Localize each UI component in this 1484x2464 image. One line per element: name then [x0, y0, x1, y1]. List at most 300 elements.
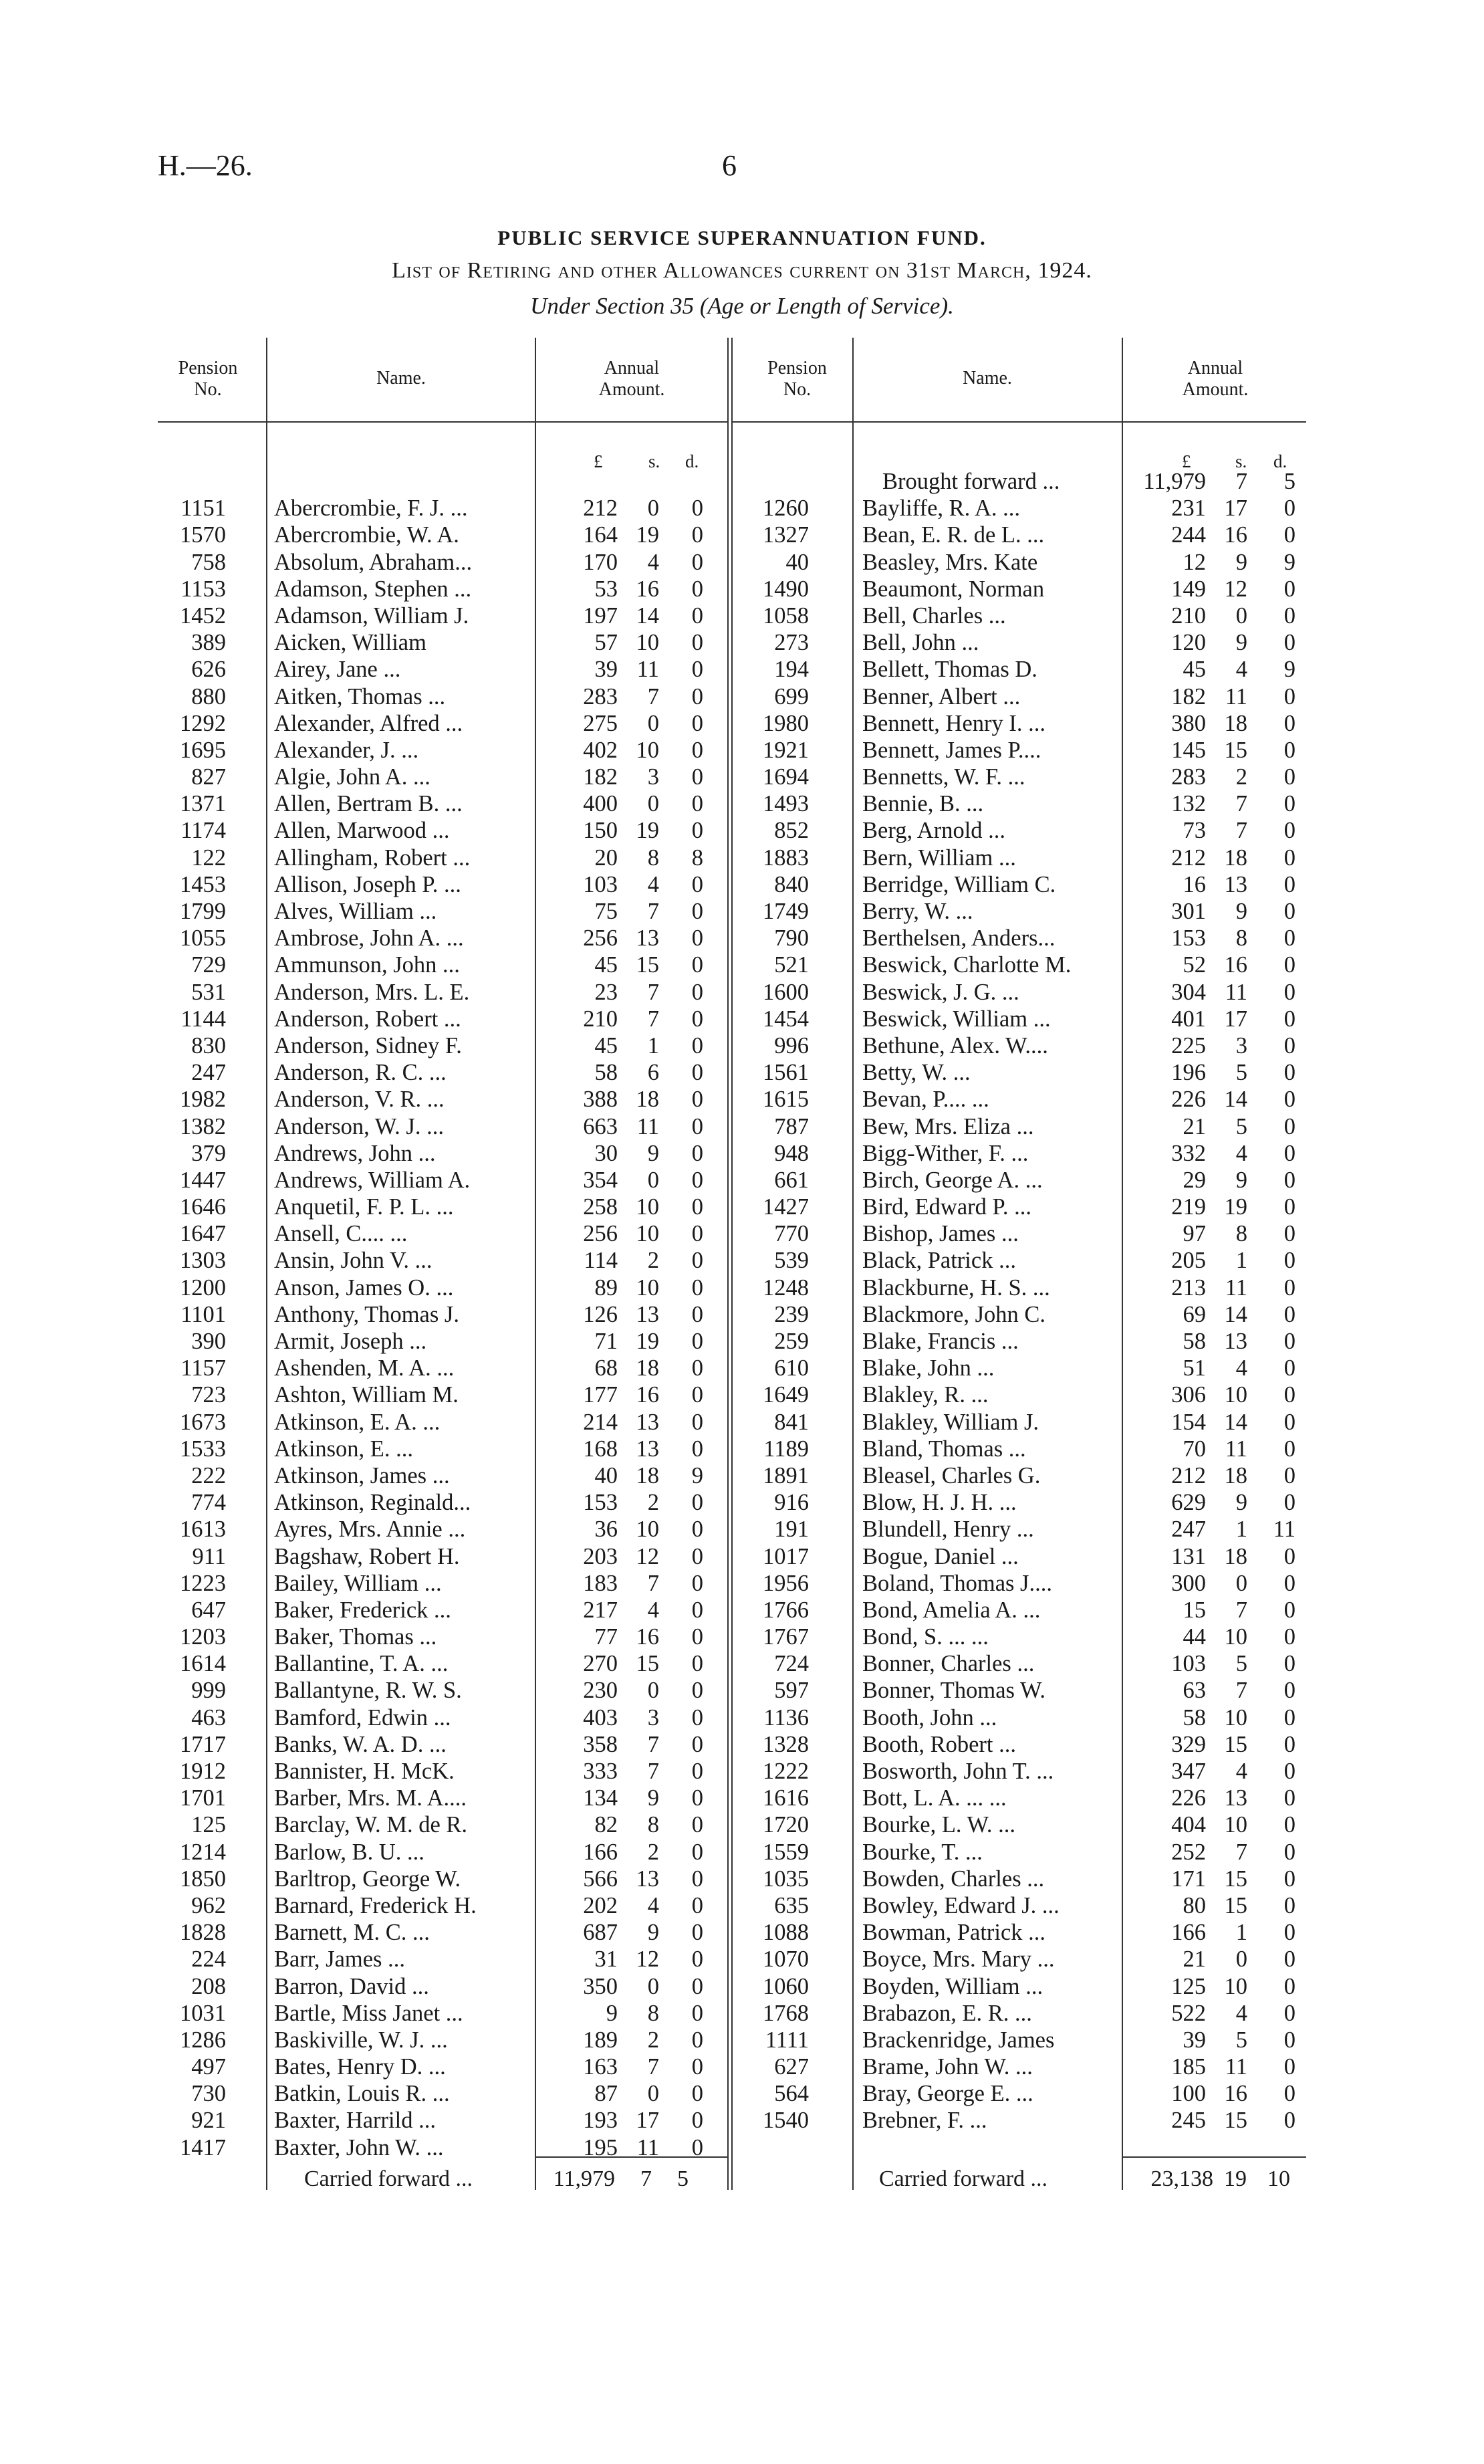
amount-pounds: 58	[594, 1060, 618, 1086]
amount-pounds: 301	[1171, 899, 1206, 924]
pensioner-name: Blakley, R. ...	[862, 1382, 989, 1408]
rule-total-right	[1122, 2156, 1306, 2158]
pension-number: 610	[774, 1355, 809, 1381]
pensioner-name: Bonner, Charles ...	[862, 1651, 1035, 1677]
pension-number: 564	[774, 2081, 809, 2107]
pensioner-name: Baxter, John W. ...	[274, 2134, 444, 2160]
amount-pence: 0	[1283, 1704, 1295, 1730]
amount-pounds: 75	[594, 899, 618, 924]
pension-number: 1292	[180, 710, 226, 736]
amount-shillings: 7	[1235, 1597, 1247, 1623]
amount-shillings: 10	[1224, 1812, 1247, 1838]
table-row	[0, 871, 1484, 898]
amount-pence: 0	[1283, 2054, 1295, 2080]
amount-pounds: 39	[1183, 2027, 1206, 2053]
amount-pounds: 333	[583, 1759, 618, 1784]
amount-pence: 0	[691, 1570, 703, 1596]
amount-pounds: 71	[594, 1329, 618, 1354]
header-pension-label: Pension	[178, 358, 238, 378]
pension-number: 239	[774, 1301, 809, 1327]
amount-shillings: 13	[1224, 871, 1247, 897]
amount-shillings: 3	[647, 764, 659, 790]
pensioner-name: Berthelsen, Anders...	[862, 925, 1056, 951]
pensioner-name: Betty, W. ...	[862, 1060, 971, 1086]
table-row	[0, 790, 1484, 817]
amount-shillings: 7	[1235, 791, 1247, 817]
amount-shillings: 6	[647, 1060, 659, 1086]
amount-pounds: 566	[583, 1866, 618, 1892]
amount-shillings: 0	[647, 495, 659, 522]
amount-shillings: 3	[647, 1704, 659, 1730]
pension-number: 1701	[180, 1785, 226, 1811]
amount-pounds: 306	[1171, 1382, 1206, 1408]
amount-pounds: 210	[1171, 602, 1206, 629]
amount-pounds: 629	[1171, 1490, 1206, 1516]
pension-number: 379	[191, 1140, 226, 1166]
amount-pence: 0	[691, 952, 703, 978]
amount-pence: 0	[691, 1839, 703, 1865]
pension-number: 996	[774, 1032, 809, 1058]
pensioner-name: Bird, Edward P. ...	[862, 1194, 1031, 1220]
amount-shillings: 11	[1225, 1436, 1247, 1462]
pensioner-name: Brame, John W. ...	[862, 2054, 1033, 2080]
pensioner-name: Anthony, Thomas J.	[274, 1301, 459, 1327]
pension-number: 880	[191, 683, 226, 709]
amount-shillings: 17	[1224, 1006, 1247, 1032]
pensioner-name: Ballantine, T. A. ...	[274, 1651, 449, 1677]
amount-shillings: 13	[636, 1866, 659, 1892]
amount-pence: 0	[691, 791, 703, 817]
amount-pence: 0	[1283, 737, 1295, 763]
amount-pounds: 44	[1183, 1624, 1206, 1650]
pension-number: 948	[774, 1140, 809, 1166]
amount-pence: 0	[1283, 1946, 1295, 1973]
table-row	[0, 1785, 1484, 1811]
amount-pounds: 132	[1171, 791, 1206, 817]
pensioner-name: Baker, Thomas ...	[274, 1624, 437, 1650]
amount-shillings: 12	[1224, 576, 1247, 602]
amount-pence: 0	[1283, 1436, 1295, 1462]
pensioner-name: Barlow, B. U. ...	[274, 1839, 424, 1865]
amount-pounds: 29	[1183, 1167, 1206, 1193]
amount-shillings: 2	[647, 1248, 659, 1274]
amount-pounds: 400	[583, 791, 618, 817]
pensioner-name: Airey, Jane ...	[274, 657, 401, 683]
pensioner-name: Atkinson, Reginald...	[274, 1490, 471, 1516]
pensioner-name: Ayres, Mrs. Annie ...	[274, 1517, 466, 1543]
amount-shillings: 13	[636, 925, 659, 951]
amount-pounds: 58	[1183, 1329, 1206, 1354]
pension-number: 1767	[763, 1624, 809, 1650]
pensioner-name: Anson, James O. ...	[274, 1274, 454, 1301]
amount-pounds: 283	[583, 683, 618, 709]
pension-number: 1673	[180, 1409, 226, 1435]
amount-pence: 0	[691, 1759, 703, 1784]
amount-pounds: 70	[1183, 1436, 1206, 1462]
pension-number: 1055	[180, 925, 226, 951]
amount-pounds: 145	[1171, 737, 1206, 763]
pension-number: 1850	[180, 1866, 226, 1892]
amount-shillings: 15	[636, 1651, 659, 1677]
amount-shillings: 10	[1224, 1973, 1247, 1999]
pensioner-name: Bevan, P.... ...	[862, 1087, 989, 1113]
amount-shillings: 18	[1224, 710, 1247, 736]
pensioner-name: Blackburne, H. S. ...	[862, 1274, 1050, 1301]
table-row	[0, 629, 1484, 656]
amount-pence: 0	[1283, 1382, 1295, 1408]
pensioner-name: Blackmore, John C.	[862, 1301, 1046, 1327]
amount-pence: 0	[691, 1382, 703, 1408]
document-subtitle: List of Retiring and other Allowances current on 31st March, 1924.	[392, 258, 1092, 283]
pensioner-name: Blake, John ...	[862, 1355, 995, 1381]
amount-pence: 0	[691, 495, 703, 522]
header-no-label: No.	[194, 379, 222, 400]
pension-number: 463	[191, 1704, 226, 1730]
amount-pounds: 358	[583, 1731, 618, 1757]
amount-pounds: 40	[594, 1462, 618, 1488]
amount-pounds: 57	[594, 630, 618, 656]
amount-pence: 0	[1283, 1920, 1295, 1946]
brought-forward-pence: 5	[1283, 469, 1295, 494]
table-row	[0, 1462, 1484, 1489]
amount-shillings: 15	[636, 952, 659, 978]
pensioner-name: Ansell, C.... ...	[274, 1221, 408, 1247]
amount-pence: 0	[1283, 952, 1295, 978]
amount-pence: 0	[1283, 1167, 1295, 1193]
pensioner-name: Abercrombie, F. J. ...	[274, 495, 468, 522]
amount-pence: 0	[1283, 1543, 1295, 1569]
pension-number: 1203	[180, 1624, 226, 1650]
pensioner-name: Ammunson, John ...	[274, 952, 460, 978]
amount-shillings: 1	[1235, 1517, 1247, 1543]
amount-shillings: 15	[1224, 1866, 1247, 1892]
amount-shillings: 2	[647, 1839, 659, 1865]
amount-pounds: 202	[583, 1892, 618, 1918]
amount-pence: 0	[1283, 1892, 1295, 1918]
table-row	[0, 1381, 1484, 1408]
pensioner-name: Blow, H. J. H. ...	[862, 1490, 1017, 1516]
pensioner-name: Blake, Francis ...	[862, 1329, 1019, 1354]
amount-pence: 0	[1283, 495, 1295, 522]
pensioner-name: Ashton, William M.	[274, 1382, 459, 1408]
pension-number: 852	[774, 818, 809, 844]
amount-shillings: 9	[647, 1785, 659, 1811]
amount-pounds: 120	[1171, 630, 1206, 656]
amount-pence: 0	[1283, 1490, 1295, 1516]
amount-pounds: 73	[1183, 818, 1206, 844]
amount-pounds: 522	[1171, 2000, 1206, 2026]
amount-pounds: 256	[583, 925, 618, 951]
pension-number: 222	[191, 1462, 226, 1488]
pensioner-name: Bishop, James ...	[862, 1221, 1019, 1247]
amount-pence: 0	[1283, 630, 1295, 656]
amount-pence: 0	[1283, 1032, 1295, 1058]
amount-shillings: 16	[1224, 952, 1247, 978]
amount-shillings: 1	[1235, 1920, 1247, 1946]
amount-shillings: 10	[636, 1221, 659, 1247]
amount-shillings: 16	[1224, 522, 1247, 548]
pensioner-name: Anderson, R. C. ...	[274, 1060, 447, 1086]
carried-forward-label: Carried forward ...	[879, 2166, 1048, 2191]
pension-number: 122	[191, 845, 226, 871]
pension-number: 1799	[180, 899, 226, 924]
amount-pounds: 275	[583, 710, 618, 736]
amount-shillings: 8	[647, 1812, 659, 1838]
amount-pence: 0	[1283, 1113, 1295, 1139]
pension-number: 273	[774, 630, 809, 656]
amount-pounds: 212	[1171, 1462, 1206, 1488]
pensioner-name: Beaumont, Norman	[862, 576, 1045, 602]
amount-pence: 9	[1283, 657, 1295, 683]
amount-shillings: 0	[647, 791, 659, 817]
table-row	[0, 1301, 1484, 1328]
amount-pounds: 63	[1183, 1678, 1206, 1704]
amount-pounds: 97	[1183, 1221, 1206, 1247]
amount-shillings: 9	[647, 1140, 659, 1166]
amount-pounds: 166	[1171, 1920, 1206, 1946]
pensioner-name: Barnard, Frederick H.	[274, 1892, 477, 1918]
pensioner-name: Batkin, Louis R. ...	[274, 2081, 450, 2107]
table-row	[0, 1811, 1484, 1838]
pension-number: 208	[191, 1973, 226, 1999]
amount-pounds: 401	[1171, 1006, 1206, 1032]
amount-shillings: 16	[1224, 2081, 1247, 2107]
table-row	[0, 764, 1484, 790]
pensioner-name: Algie, John A. ...	[274, 764, 430, 790]
amount-pence: 0	[1283, 2081, 1295, 2107]
pension-number: 1490	[763, 576, 809, 602]
amount-pence: 0	[691, 683, 703, 709]
pensioner-name: Atkinson, James ...	[274, 1462, 450, 1488]
pensioner-name: Bates, Henry D. ...	[274, 2054, 446, 2080]
document-title: PUBLIC SERVICE SUPERANNUATION FUND.	[497, 226, 987, 249]
amount-shillings: 0	[1235, 602, 1247, 629]
amount-pence: 0	[1283, 2000, 1295, 2026]
pension-number: 40	[785, 549, 809, 575]
amount-pence: 0	[691, 2000, 703, 2026]
pension-number: 1613	[180, 1517, 226, 1543]
amount-pence: 0	[691, 1920, 703, 1946]
header-annual-label: Annual	[604, 358, 660, 378]
amount-shillings: 7	[647, 1731, 659, 1757]
pension-number: 389	[191, 630, 226, 656]
pension-number: 723	[191, 1382, 226, 1408]
header-pension-label: Pension	[767, 358, 827, 378]
amount-shillings: 14	[636, 602, 659, 629]
pension-number: 1111	[765, 2027, 809, 2053]
amount-pounds: 103	[1171, 1651, 1206, 1677]
amount-pounds: 163	[583, 2054, 618, 2080]
pension-number: 1600	[763, 979, 809, 1005]
amount-shillings: 10	[1224, 1382, 1247, 1408]
header-annual-label: Annual	[1187, 358, 1243, 378]
amount-pounds: 350	[583, 1973, 618, 1999]
pensioner-name: Bethune, Alex. W....	[862, 1032, 1048, 1058]
page-number: 6	[722, 149, 737, 182]
pensioner-name: Allen, Marwood ...	[274, 818, 450, 844]
pension-number: 1647	[180, 1221, 226, 1247]
pension-number: 1454	[763, 1006, 809, 1032]
amount-shillings: 19	[1224, 1194, 1247, 1220]
amount-pounds: 182	[583, 764, 618, 790]
amount-pounds: 203	[583, 1543, 618, 1569]
pension-number: 1570	[180, 522, 226, 548]
amount-pence: 0	[1283, 2027, 1295, 2053]
pensioner-name: Andrews, William A.	[274, 1167, 471, 1193]
amount-pence: 0	[1283, 602, 1295, 629]
pension-number: 635	[774, 1892, 809, 1918]
amount-pence: 0	[1283, 1570, 1295, 1596]
pension-number: 730	[191, 2081, 226, 2107]
amount-pence: 0	[691, 1167, 703, 1193]
amount-pence: 0	[1283, 1248, 1295, 1274]
amount-shillings: 15	[1224, 1892, 1247, 1918]
amount-pounds: 168	[583, 1436, 618, 1462]
amount-pence: 0	[1283, 1140, 1295, 1166]
table-row	[0, 2027, 1484, 2053]
pension-number: 1912	[180, 1759, 226, 1784]
pensioner-name: Absolum, Abraham...	[274, 549, 473, 575]
amount-pence: 0	[691, 2108, 703, 2134]
amount-shillings: 0	[1235, 1570, 1247, 1596]
amount-pounds: 150	[583, 818, 618, 844]
amount-pence: 0	[691, 1032, 703, 1058]
amount-pounds: 217	[583, 1597, 618, 1623]
pensioner-name: Birch, George A. ...	[862, 1167, 1043, 1193]
amount-pence: 0	[691, 1355, 703, 1381]
amount-shillings: 7	[1235, 1839, 1247, 1865]
amount-shillings: 13	[636, 1436, 659, 1462]
pension-number: 1883	[763, 845, 809, 871]
section-heading: Under Section 35 (Age or Length of Service).	[530, 293, 954, 319]
amount-pounds: 51	[1183, 1355, 1206, 1381]
amount-pence: 0	[1283, 899, 1295, 924]
pension-number: 539	[774, 1248, 809, 1274]
amount-pence: 0	[691, 1946, 703, 1973]
amount-pounds: 100	[1171, 2081, 1206, 2107]
pension-number: 1646	[180, 1194, 226, 1220]
amount-shillings: 18	[1224, 1462, 1247, 1488]
pension-number: 1616	[763, 1785, 809, 1811]
amount-pence: 0	[691, 1785, 703, 1811]
pensioner-name: Berridge, William C.	[862, 871, 1056, 897]
pension-number: 916	[774, 1490, 809, 1516]
amount-pence: 0	[691, 1060, 703, 1086]
amount-pounds: 77	[594, 1624, 618, 1650]
pensioner-name: Bamford, Edwin ...	[274, 1704, 451, 1730]
amount-pence: 0	[1283, 1221, 1295, 1247]
table-row	[0, 1704, 1484, 1731]
pension-number: 1956	[763, 1570, 809, 1596]
amount-shillings: 10	[636, 1274, 659, 1301]
amount-pence: 0	[691, 576, 703, 602]
amount-shillings: 13	[1224, 1329, 1247, 1354]
amount-pence: 0	[1283, 2108, 1295, 2134]
amount-pounds: 270	[583, 1651, 618, 1677]
pensioner-name: Bern, William ...	[862, 845, 1016, 871]
table-row	[0, 898, 1484, 925]
amount-pence: 0	[691, 1624, 703, 1650]
amount-pence: 0	[691, 1248, 703, 1274]
header-name-left	[267, 368, 535, 389]
pension-number: 390	[191, 1329, 226, 1354]
amount-shillings: 0	[647, 1678, 659, 1704]
amount-pounds: 205	[1171, 1248, 1206, 1274]
amount-pounds: 58	[1183, 1704, 1206, 1730]
amount-pence: 0	[691, 1436, 703, 1462]
amount-shillings: 9	[1235, 1490, 1247, 1516]
table-row	[0, 1140, 1484, 1167]
currency-shillings-left: s.	[648, 451, 660, 471]
amount-pounds: 403	[583, 1704, 618, 1730]
amount-pounds: 114	[584, 1248, 618, 1274]
pension-number: 921	[191, 2108, 226, 2134]
pension-number: 1921	[763, 737, 809, 763]
amount-pence: 0	[1283, 1301, 1295, 1327]
pensioner-name: Barron, David ...	[274, 1973, 429, 1999]
pensioner-name: Aitken, Thomas ...	[274, 683, 446, 709]
amount-pence: 11	[1273, 1517, 1295, 1543]
carried-forward-shillings: 7	[640, 2166, 652, 2191]
table-row	[0, 1220, 1484, 1247]
pension-number: 597	[774, 1678, 809, 1704]
pension-number: 1768	[763, 2000, 809, 2026]
pensioner-name: Ansin, John V. ...	[274, 1248, 432, 1274]
pensioner-name: Adamson, Stephen ...	[274, 576, 472, 602]
table-row	[0, 1006, 1484, 1032]
amount-shillings: 19	[636, 1329, 659, 1354]
amount-shillings: 10	[1224, 1704, 1247, 1730]
amount-shillings: 14	[1224, 1301, 1247, 1327]
amount-pounds: 244	[1171, 522, 1206, 548]
header-name-label: Name.	[376, 368, 426, 388]
pensioner-name: Bond, S. ... ...	[862, 1624, 989, 1650]
table-row	[0, 1650, 1484, 1677]
amount-shillings: 13	[636, 1409, 659, 1435]
pension-number: 1031	[180, 2000, 226, 2026]
amount-pence: 0	[1283, 1839, 1295, 1865]
pension-number: 1035	[763, 1866, 809, 1892]
amount-pounds: 332	[1171, 1140, 1206, 1166]
amount-pence: 0	[1283, 1329, 1295, 1354]
amount-shillings: 5	[1235, 1060, 1247, 1086]
table-row	[0, 522, 1484, 548]
amount-shillings: 4	[1235, 1140, 1247, 1166]
table-row	[0, 1543, 1484, 1570]
pensioner-name: Anderson, W. J. ...	[274, 1113, 444, 1139]
pension-number: 840	[774, 871, 809, 897]
amount-pence: 0	[1283, 1274, 1295, 1301]
pension-number: 1248	[763, 1274, 809, 1301]
amount-pounds: 247	[1171, 1517, 1206, 1543]
amount-pence: 0	[691, 1543, 703, 1569]
pension-number: 1327	[763, 522, 809, 548]
table-row	[0, 1946, 1484, 1973]
amount-pence: 8	[691, 845, 703, 871]
amount-pence: 0	[691, 2081, 703, 2107]
amount-pounds: 21	[1183, 1946, 1206, 1973]
table-row	[0, 710, 1484, 737]
amount-shillings: 1	[647, 1032, 659, 1058]
amount-pence: 0	[691, 1221, 703, 1247]
pension-number: 521	[774, 952, 809, 978]
pensioner-name: Allison, Joseph P. ...	[274, 871, 461, 897]
pensioner-name: Brabazon, E. R. ...	[862, 2000, 1032, 2026]
pension-number: 1136	[763, 1704, 809, 1730]
pension-number: 841	[774, 1409, 809, 1435]
currency-pounds-right: £	[1182, 451, 1191, 471]
amount-shillings: 18	[636, 1462, 659, 1488]
